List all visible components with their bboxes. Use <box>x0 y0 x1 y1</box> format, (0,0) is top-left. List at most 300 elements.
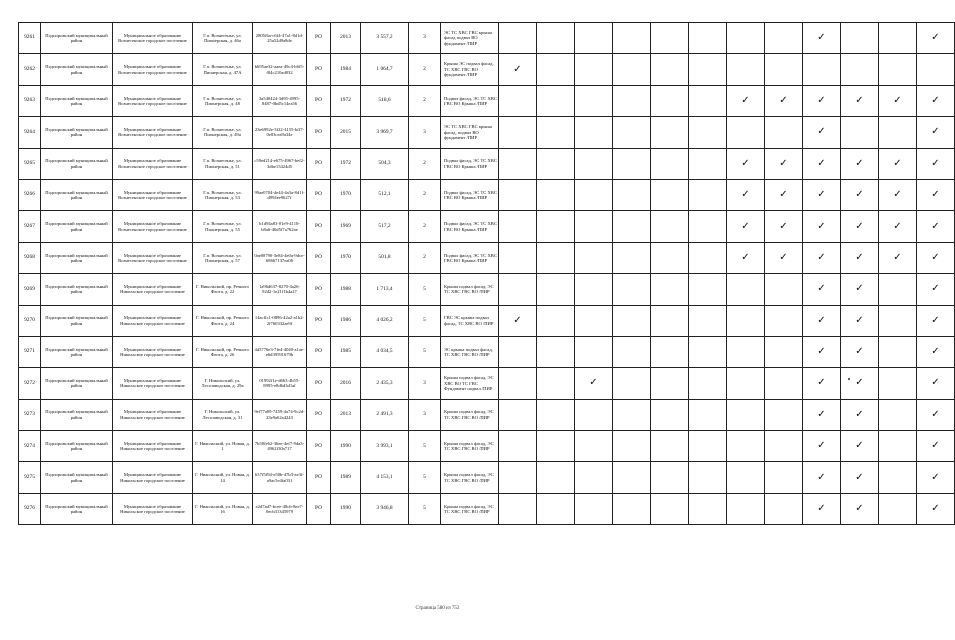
work-type-cell <box>537 148 575 179</box>
work-type-cell <box>537 305 575 336</box>
scan-speck <box>848 378 850 380</box>
work-type-cell <box>841 493 879 524</box>
work-type-cell <box>499 462 537 493</box>
floors-cell: 2 <box>409 148 441 179</box>
house-code-cell: b1d94a83-01e9-4110-b8a6-40d5f7a762ae <box>253 211 307 242</box>
checkmark-icon: ✓ <box>855 220 864 232</box>
checkmark-icon: ✓ <box>779 157 788 169</box>
address-cell: Г. Никольский, пр. Речного Флота, д. 26 <box>193 336 253 367</box>
settlement-cell: Муниципальное образование Никольское городское поселение <box>113 305 193 336</box>
settlement-cell: Муниципальное образование Вознесенское городское поселение <box>113 148 193 179</box>
work-type-cell <box>879 399 917 430</box>
district-cell: Подпорожский муниципальный район <box>41 211 113 242</box>
fund-form-cell: РО <box>307 23 331 54</box>
works-cell: Крыша подвал фасад, ЭС ТС ХВС ГВС ВО /ПИР <box>441 431 499 462</box>
work-type-cell <box>917 305 955 336</box>
address-cell: Г.п. Вознесенье, ул. Пионерская, д. 51 <box>193 148 253 179</box>
area-cell: 3 969,7 <box>361 117 409 148</box>
work-type-cell <box>917 54 955 85</box>
row-number: 9262 <box>19 54 41 85</box>
floors-cell: 2 <box>409 179 441 210</box>
work-type-cell <box>879 179 917 210</box>
work-type-cell <box>651 493 689 524</box>
checkmark-icon: ✓ <box>817 377 826 389</box>
checkmark-icon: ✓ <box>931 94 940 106</box>
work-type-cell <box>499 493 537 524</box>
table-row <box>19 85 955 116</box>
work-type-cell <box>879 242 917 273</box>
work-type-cell <box>537 54 575 85</box>
fund-form-cell: РО <box>307 336 331 367</box>
row-number: 9261 <box>19 23 41 54</box>
work-type-cell <box>537 211 575 242</box>
settlement-cell: Муниципальное образование Вознесенское городское поселение <box>113 179 193 210</box>
checkmark-icon: ✓ <box>855 408 864 420</box>
checkmark-icon: ✓ <box>817 157 826 169</box>
checkmark-icon: ✓ <box>817 189 826 201</box>
work-type-cell <box>499 54 537 85</box>
work-type-cell <box>917 431 955 462</box>
district-cell: Подпорожский муниципальный район <box>41 148 113 179</box>
table-row <box>19 211 955 242</box>
year-cell: 1986 <box>331 305 361 336</box>
area-cell: 3 557,2 <box>361 23 409 54</box>
checkmark-icon: ✓ <box>817 440 826 452</box>
house-code-cell: 0ae08790-3e84-4e0a-9dce-68667137ea06 <box>253 242 307 273</box>
year-cell: 1989 <box>331 462 361 493</box>
fund-form-cell: РО <box>307 462 331 493</box>
work-type-cell <box>727 493 765 524</box>
work-type-cell <box>803 274 841 305</box>
work-type-cell <box>917 211 955 242</box>
work-type-cell <box>499 117 537 148</box>
work-type-cell <box>727 274 765 305</box>
fund-form-cell: РО <box>307 368 331 399</box>
checkmark-icon: ✓ <box>931 220 940 232</box>
settlement-cell: Муниципальное образование Никольское городское поселение <box>113 462 193 493</box>
fund-form-cell: РО <box>307 242 331 273</box>
work-type-cell <box>841 399 879 430</box>
checkmark-icon: ✓ <box>931 314 940 326</box>
work-type-cell <box>651 274 689 305</box>
work-type-cell <box>727 431 765 462</box>
address-cell: Г. Никольский, ул. Лесозаводская, д. 31 <box>193 399 253 430</box>
work-type-cell <box>917 117 955 148</box>
district-cell: Подпорожский муниципальный район <box>41 305 113 336</box>
settlement-cell: Муниципальное образование Никольское городское поселение <box>113 274 193 305</box>
work-type-cell <box>765 85 803 116</box>
floors-cell: 2 <box>409 211 441 242</box>
work-type-cell <box>537 23 575 54</box>
fund-form-cell: РО <box>307 54 331 85</box>
checkmark-icon: ✓ <box>931 251 940 263</box>
work-type-cell <box>879 54 917 85</box>
work-type-cell <box>765 148 803 179</box>
work-type-cell <box>689 23 727 54</box>
work-type-cell <box>689 431 727 462</box>
work-type-cell <box>803 305 841 336</box>
year-cell: 1970 <box>331 179 361 210</box>
works-cell: Подвал фасад, ЭС ТС ХВС ГВС ВО Крыша /ПИР <box>441 179 499 210</box>
work-type-cell <box>803 462 841 493</box>
work-type-cell <box>727 54 765 85</box>
district-cell: Подпорожский муниципальный район <box>41 462 113 493</box>
work-type-cell <box>765 117 803 148</box>
work-type-cell <box>499 148 537 179</box>
table-row <box>19 274 955 305</box>
checkmark-icon: ✓ <box>931 503 940 515</box>
work-type-cell <box>537 179 575 210</box>
year-cell: 1990 <box>331 493 361 524</box>
row-number: 9274 <box>19 431 41 462</box>
table-row <box>19 242 955 273</box>
work-type-cell <box>651 117 689 148</box>
house-code-cell: 1a96d637-8270-4a26-92d2-1e21f1b4a27 <box>253 274 307 305</box>
table-row <box>19 148 955 179</box>
checkmark-icon: ✓ <box>855 283 864 295</box>
work-type-cell <box>499 399 537 430</box>
area-cell: 3 993,1 <box>361 431 409 462</box>
work-type-cell <box>879 85 917 116</box>
checkmark-icon: ✓ <box>931 408 940 420</box>
work-type-cell <box>765 179 803 210</box>
work-type-cell <box>765 242 803 273</box>
work-type-cell <box>879 117 917 148</box>
work-type-cell <box>879 148 917 179</box>
floors-cell: 2 <box>409 85 441 116</box>
work-type-cell <box>917 148 955 179</box>
settlement-cell: Муниципальное образование Никольское городское поселение <box>113 368 193 399</box>
work-type-cell <box>879 23 917 54</box>
settlement-cell: Муниципальное образование Вознесенское городское поселение <box>113 211 193 242</box>
work-type-cell <box>575 117 613 148</box>
work-type-cell <box>537 274 575 305</box>
house-code-cell: 14acffc1-0896-42a2-a1b2-2f760332ae9f <box>253 305 307 336</box>
table-row <box>19 431 955 462</box>
checkmark-icon: ✓ <box>817 471 826 483</box>
work-type-cell <box>917 493 955 524</box>
work-type-cell <box>917 462 955 493</box>
work-type-cell <box>841 462 879 493</box>
row-number: 9272 <box>19 368 41 399</box>
table-row <box>19 54 955 85</box>
house-code-cell: 4d5776e3-7fe4-4040-a1ae-e6d39591679b <box>253 336 307 367</box>
year-cell: 1972 <box>331 148 361 179</box>
work-type-cell <box>765 23 803 54</box>
floors-cell: 3 <box>409 117 441 148</box>
work-type-cell <box>879 305 917 336</box>
row-number: 9276 <box>19 493 41 524</box>
work-type-cell <box>575 274 613 305</box>
year-cell: 1988 <box>331 274 361 305</box>
house-code-cell: 01992f1e-d663-4b55-8995-e8d6d3d1af <box>253 368 307 399</box>
district-cell: Подпорожский муниципальный район <box>41 431 113 462</box>
work-type-cell <box>651 462 689 493</box>
house-code-cell: 23e6992e-3f22-4155-bff7-0e83cea9a34e <box>253 117 307 148</box>
work-type-cell <box>841 368 879 399</box>
checkmark-icon: ✓ <box>817 220 826 232</box>
work-type-cell <box>917 274 955 305</box>
work-type-cell <box>689 148 727 179</box>
address-cell: Г.п. Вознесенье, ул. Пионерская, д. 53 <box>193 179 253 210</box>
page-number: Страница 580 из 753 <box>415 606 460 611</box>
work-type-cell <box>765 399 803 430</box>
settlement-cell: Муниципальное образование Никольское городское поселение <box>113 431 193 462</box>
work-type-cell <box>803 23 841 54</box>
address-cell: Г.п. Вознесенье, ул. Пионерская, д. 57 <box>193 242 253 273</box>
fund-form-cell: РО <box>307 85 331 116</box>
work-type-cell <box>613 242 651 273</box>
checkmark-icon: ✓ <box>779 251 788 263</box>
floors-cell: 5 <box>409 305 441 336</box>
work-type-cell <box>575 54 613 85</box>
table-row <box>19 399 955 430</box>
work-type-cell <box>651 336 689 367</box>
work-type-cell <box>575 336 613 367</box>
work-type-cell <box>841 274 879 305</box>
checkmark-icon: ✓ <box>817 126 826 138</box>
checkmark-icon: ✓ <box>931 346 940 358</box>
work-type-cell <box>803 117 841 148</box>
fund-form-cell: РО <box>307 431 331 462</box>
work-type-cell <box>575 242 613 273</box>
work-type-cell <box>841 305 879 336</box>
row-number: 9273 <box>19 399 41 430</box>
year-cell: 1972 <box>331 85 361 116</box>
floors-cell: 5 <box>409 431 441 462</box>
fund-form-cell: РО <box>307 399 331 430</box>
work-type-cell <box>575 368 613 399</box>
work-type-cell <box>765 368 803 399</box>
address-cell: Г.п. Вознесенье, ул. Пионерская, д. 46а <box>193 23 253 54</box>
work-type-cell <box>537 399 575 430</box>
floors-cell: 3 <box>409 368 441 399</box>
work-type-cell <box>765 431 803 462</box>
house-code-cell: 2805f6a-c6f4-47a1-8d1d-25a52d9a8de <box>253 23 307 54</box>
area-cell: 2 491,3 <box>361 399 409 430</box>
settlement-cell: Муниципальное образование Никольское городское поселение <box>113 399 193 430</box>
work-type-cell <box>575 399 613 430</box>
area-cell: 2 435,3 <box>361 368 409 399</box>
work-type-cell <box>841 211 879 242</box>
area-cell: 4 026,2 <box>361 305 409 336</box>
works-cell: ЭС крыша подвал фасад, ТС ХВС ГВС ВО /ПИР <box>441 336 499 367</box>
work-type-cell <box>803 242 841 273</box>
checkmark-icon: ✓ <box>817 94 826 106</box>
work-type-cell <box>613 274 651 305</box>
district-cell: Подпорожский муниципальный район <box>41 23 113 54</box>
work-type-cell <box>613 211 651 242</box>
registry-sheet <box>18 22 940 525</box>
works-cell: ЭС ТС ХВС ГВС крыша фасад, подвал ВО фундамент /ПИР <box>441 117 499 148</box>
works-cell: Крыша подвал фасад, ЭС ХВС ВО ТС ГВС Фундамент подвал /ПИР <box>441 368 499 399</box>
address-cell: Г. Никольский, ул. Новая, д. 1 <box>193 431 253 462</box>
work-type-cell <box>689 85 727 116</box>
area-cell: 518,6 <box>361 85 409 116</box>
work-type-cell <box>917 179 955 210</box>
settlement-cell: Муниципальное образование Вознесенское городское поселение <box>113 85 193 116</box>
fund-form-cell: РО <box>307 148 331 179</box>
work-type-cell <box>803 368 841 399</box>
work-type-cell <box>537 462 575 493</box>
checkmark-icon: ✓ <box>931 471 940 483</box>
work-type-cell <box>499 431 537 462</box>
work-type-cell <box>917 336 955 367</box>
row-number: 9270 <box>19 305 41 336</box>
work-type-cell <box>841 148 879 179</box>
table-row <box>19 462 955 493</box>
work-type-cell <box>575 148 613 179</box>
checkmark-icon: ✓ <box>817 251 826 263</box>
checkmark-icon: ✓ <box>513 314 522 326</box>
address-cell: Г. Никольский, ул. Лесозаводская, д. 29а <box>193 368 253 399</box>
work-type-cell <box>917 399 955 430</box>
checkmark-icon: ✓ <box>817 503 826 515</box>
floors-cell: 3 <box>409 23 441 54</box>
work-type-cell <box>841 242 879 273</box>
work-type-cell <box>613 117 651 148</box>
work-type-cell <box>879 431 917 462</box>
work-type-cell <box>727 462 765 493</box>
work-type-cell <box>803 336 841 367</box>
table-row <box>19 493 955 524</box>
address-cell: Г. Никольский, ул. Новая, д. 14 <box>193 462 253 493</box>
work-type-cell <box>879 462 917 493</box>
work-type-cell <box>613 85 651 116</box>
work-type-cell <box>499 336 537 367</box>
works-cell: Подвал фасад, ЭС ТС ХВС ГВС ВО Крыша /ПИР <box>441 148 499 179</box>
work-type-cell <box>613 336 651 367</box>
checkmark-icon: ✓ <box>741 94 750 106</box>
work-type-cell <box>841 23 879 54</box>
work-type-cell <box>803 179 841 210</box>
checkmark-icon: ✓ <box>741 220 750 232</box>
work-type-cell <box>499 242 537 273</box>
work-type-cell <box>879 336 917 367</box>
fund-form-cell: РО <box>307 493 331 524</box>
district-cell: Подпорожский муниципальный район <box>41 179 113 210</box>
work-type-cell <box>689 368 727 399</box>
works-cell: Подвал фасад, ЭС ТС ХВС ГВС ВО Крыша /ПИР <box>441 211 499 242</box>
work-type-cell <box>651 23 689 54</box>
work-type-cell <box>917 368 955 399</box>
year-cell: 1990 <box>331 431 361 462</box>
checkmark-icon: ✓ <box>513 63 522 75</box>
house-code-cell: 99ae0704-4e44-4a3a-8d1f-d994ee9627f <box>253 179 307 210</box>
area-cell: 3 946,8 <box>361 493 409 524</box>
settlement-cell: Муниципальное образование Никольское городское поселение <box>113 493 193 524</box>
works-cell: Крыша подвал фасад, ЭС ТС ХВС ГВС ВО /ПИР <box>441 274 499 305</box>
work-type-cell <box>879 368 917 399</box>
work-type-cell <box>499 368 537 399</box>
work-type-cell <box>689 211 727 242</box>
row-number: 9269 <box>19 274 41 305</box>
year-cell: 1969 <box>331 211 361 242</box>
work-type-cell <box>879 211 917 242</box>
checkmark-icon: ✓ <box>855 503 864 515</box>
checkmark-icon: ✓ <box>931 157 940 169</box>
row-number: 9265 <box>19 148 41 179</box>
work-type-cell <box>765 274 803 305</box>
fund-form-cell: РО <box>307 117 331 148</box>
checkmark-icon: ✓ <box>855 157 864 169</box>
house-code-cell: 3a540424-3d95-4995-8487-0bd5c14ea56 <box>253 85 307 116</box>
work-type-cell <box>613 431 651 462</box>
work-type-cell <box>537 493 575 524</box>
work-type-cell <box>689 399 727 430</box>
area-cell: 512,1 <box>361 179 409 210</box>
work-type-cell <box>613 399 651 430</box>
house-code-cell: 9ef77a09-7459-4a74-9c2d-23e9a62a4243 <box>253 399 307 430</box>
work-type-cell <box>841 117 879 148</box>
work-type-cell <box>613 493 651 524</box>
work-type-cell <box>803 211 841 242</box>
works-cell: Подвал фасад, ЭС ТС ХВС ГВС ВО Крыша /ПИР <box>441 242 499 273</box>
checkmark-icon: ✓ <box>855 189 864 201</box>
work-type-cell <box>575 179 613 210</box>
work-type-cell <box>499 23 537 54</box>
address-cell: Г. Никольский, ул. Новая, д. 16 <box>193 493 253 524</box>
table-row <box>19 336 955 367</box>
work-type-cell <box>499 85 537 116</box>
work-type-cell <box>575 462 613 493</box>
fund-form-cell: РО <box>307 211 331 242</box>
checkmark-icon: ✓ <box>779 189 788 201</box>
work-type-cell <box>727 336 765 367</box>
work-type-cell <box>613 54 651 85</box>
checkmark-icon: ✓ <box>931 189 940 201</box>
work-type-cell <box>613 148 651 179</box>
checkmark-icon: ✓ <box>855 346 864 358</box>
work-type-cell <box>727 179 765 210</box>
checkmark-icon: ✓ <box>931 283 940 295</box>
checkmark-icon: ✓ <box>817 283 826 295</box>
district-cell: Подпорожский муниципальный район <box>41 242 113 273</box>
row-number: 9266 <box>19 179 41 210</box>
checkmark-icon: ✓ <box>817 346 826 358</box>
work-type-cell <box>651 54 689 85</box>
district-cell: Подпорожский муниципальный район <box>41 54 113 85</box>
work-type-cell <box>727 368 765 399</box>
settlement-cell: Муниципальное образование Вознесенское городское поселение <box>113 23 193 54</box>
work-type-cell <box>575 493 613 524</box>
work-type-cell <box>613 305 651 336</box>
work-type-cell <box>689 242 727 273</box>
works-cell: Крыша подвал фасад, ЭС ТС ХВС ГВС ВО /ПИР <box>441 493 499 524</box>
checkmark-icon: ✓ <box>779 94 788 106</box>
work-type-cell <box>499 274 537 305</box>
work-type-cell <box>499 211 537 242</box>
work-type-cell <box>803 54 841 85</box>
district-cell: Подпорожский муниципальный район <box>41 117 113 148</box>
work-type-cell <box>575 85 613 116</box>
work-type-cell <box>803 493 841 524</box>
checkmark-icon: ✓ <box>817 32 826 44</box>
checkmark-icon: ✓ <box>931 440 940 452</box>
work-type-cell <box>727 23 765 54</box>
work-type-cell <box>575 23 613 54</box>
work-type-cell <box>651 305 689 336</box>
settlement-cell: Муниципальное образование Вознесенское городское поселение <box>113 54 193 85</box>
fund-form-cell: РО <box>307 274 331 305</box>
checkmark-icon: ✓ <box>741 157 750 169</box>
work-type-cell <box>613 462 651 493</box>
house-code-cell: b695ae32-aaea-49c4-b6f5-f04c210ad032 <box>253 54 307 85</box>
district-cell: Подпорожский муниципальный район <box>41 493 113 524</box>
work-type-cell <box>499 305 537 336</box>
area-cell: 4 034,5 <box>361 336 409 367</box>
house-code-cell: 7b50fe62-36ee-4ef7-9da3-4962f30a717 <box>253 431 307 462</box>
